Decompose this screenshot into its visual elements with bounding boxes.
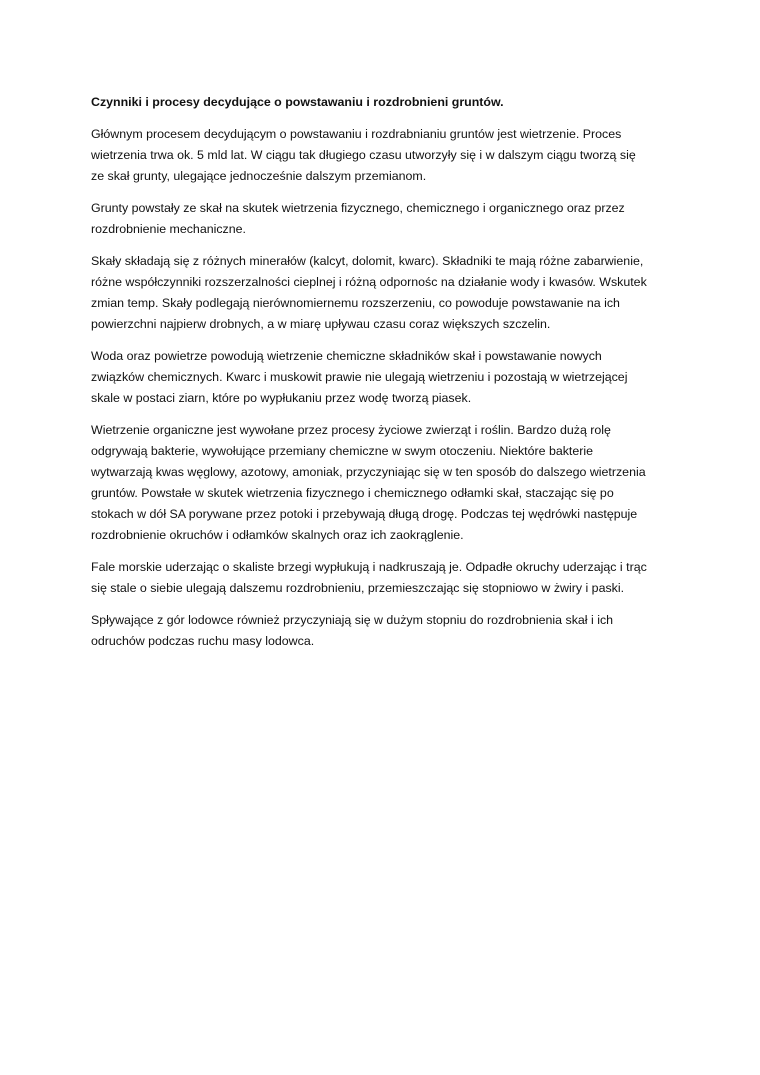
text-line: odgrywają bakterie, wywołujące przemiany chemiczne w swym otoczeniu. Niektóre bakterie — [91, 444, 594, 458]
text-line: wytwarzają kwas węglowy, azotowy, amoniak, przyczyniając się w ten sposób do dalszego wietrzenia — [91, 465, 646, 479]
text-line: zmian temp. Skały podlegają nierównomiernemu rozszerzeniu, co powoduje powstawanie na ich — [91, 296, 620, 310]
text-line: Grunty powstały ze skał na skutek wietrzenia fizycznego, chemicznego i organicznego oraz przez — [91, 201, 625, 215]
text-line: Głównym procesem decydującym o powstawaniu i rozdrabnianiu gruntów jest wietrzenie. Proces — [91, 127, 622, 141]
text-line: powierzchni najpierw drobnych, a w miarę upływau czasu coraz większych szczelin. — [91, 317, 551, 331]
paragraph-chemical-weathering — [91, 346, 681, 409]
paragraph-sea-waves — [91, 557, 681, 599]
document-title: Czynniki i procesy decydujące o powstawaniu i rozdrobnieni gruntów. — [91, 95, 504, 109]
text-line: Skały składają się z różnych minerałów (kalcyt, dolomit, kwarc). Składniki te mają różne zabarwienie, — [91, 254, 644, 268]
paragraph-glaciers — [91, 610, 681, 652]
text-line: rozdrobnienie mechaniczne. — [91, 222, 246, 236]
document-body — [91, 92, 681, 663]
paragraph-physical-weathering — [91, 251, 681, 335]
text-line: Spływające z gór lodowce również przyczyniają się w dużym stopniu do rozdrobnienia skał i ich — [91, 613, 614, 627]
text-line: Woda oraz powietrze powodują wietrzenie chemiczne składników skał i powstawanie nowych — [91, 349, 602, 363]
paragraph-soil-origin — [91, 198, 681, 240]
text-line: gruntów. Powstałe w skutek wietrzenia fizycznego i chemicznego odłamki skał, staczając się po — [91, 486, 614, 500]
text-line: stokach w dół SA porywane przez potoki i przebywają długą drogę. Podczas tej wędrówki następuje — [91, 507, 638, 521]
text-line: Fale morskie uderzając o skaliste brzegi wypłukują i nadkruszają je. Odpadłe okruchy uderzając i trąc — [91, 560, 647, 574]
text-line: różne współczynniki rozszerzalności cieplnej i różną odpornośc na działanie wody i kwasów. Wskutek — [91, 275, 647, 289]
text-line: związków chemicznych. Kwarc i muskowit prawie nie ulegają wietrzeniu i pozostają w wietrzejącej — [91, 370, 628, 384]
text-line: skale w postaci ziarn, które po wypłukaniu przez wodę tworzą piasek. — [91, 391, 472, 405]
paragraph-organic-weathering — [91, 420, 681, 546]
text-line: ze skał grunty, ulegające jednocześnie dalszym przemianom. — [91, 169, 427, 183]
text-line: Wietrzenie organiczne jest wywołane przez procesy życiowe zwierząt i roślin. Bardzo dużą rolę — [91, 423, 611, 437]
text-line: się stale o siebie ulegają dalszemu rozdrobnieniu, przemieszczając się stopniowo w żwiry i paski. — [91, 581, 625, 595]
paragraph-weathering-intro — [91, 124, 681, 187]
text-line: odruchów podczas ruchu masy lodowca. — [91, 634, 315, 648]
text-line: wietrzenia trwa ok. 5 mld lat. W ciągu tak długiego czasu utworzyły się i w dalszym ciągu tworzą się — [91, 148, 636, 162]
text-line: rozdrobnienie okruchów i odłamków skalnych oraz ich zaokrąglenie. — [91, 528, 464, 542]
